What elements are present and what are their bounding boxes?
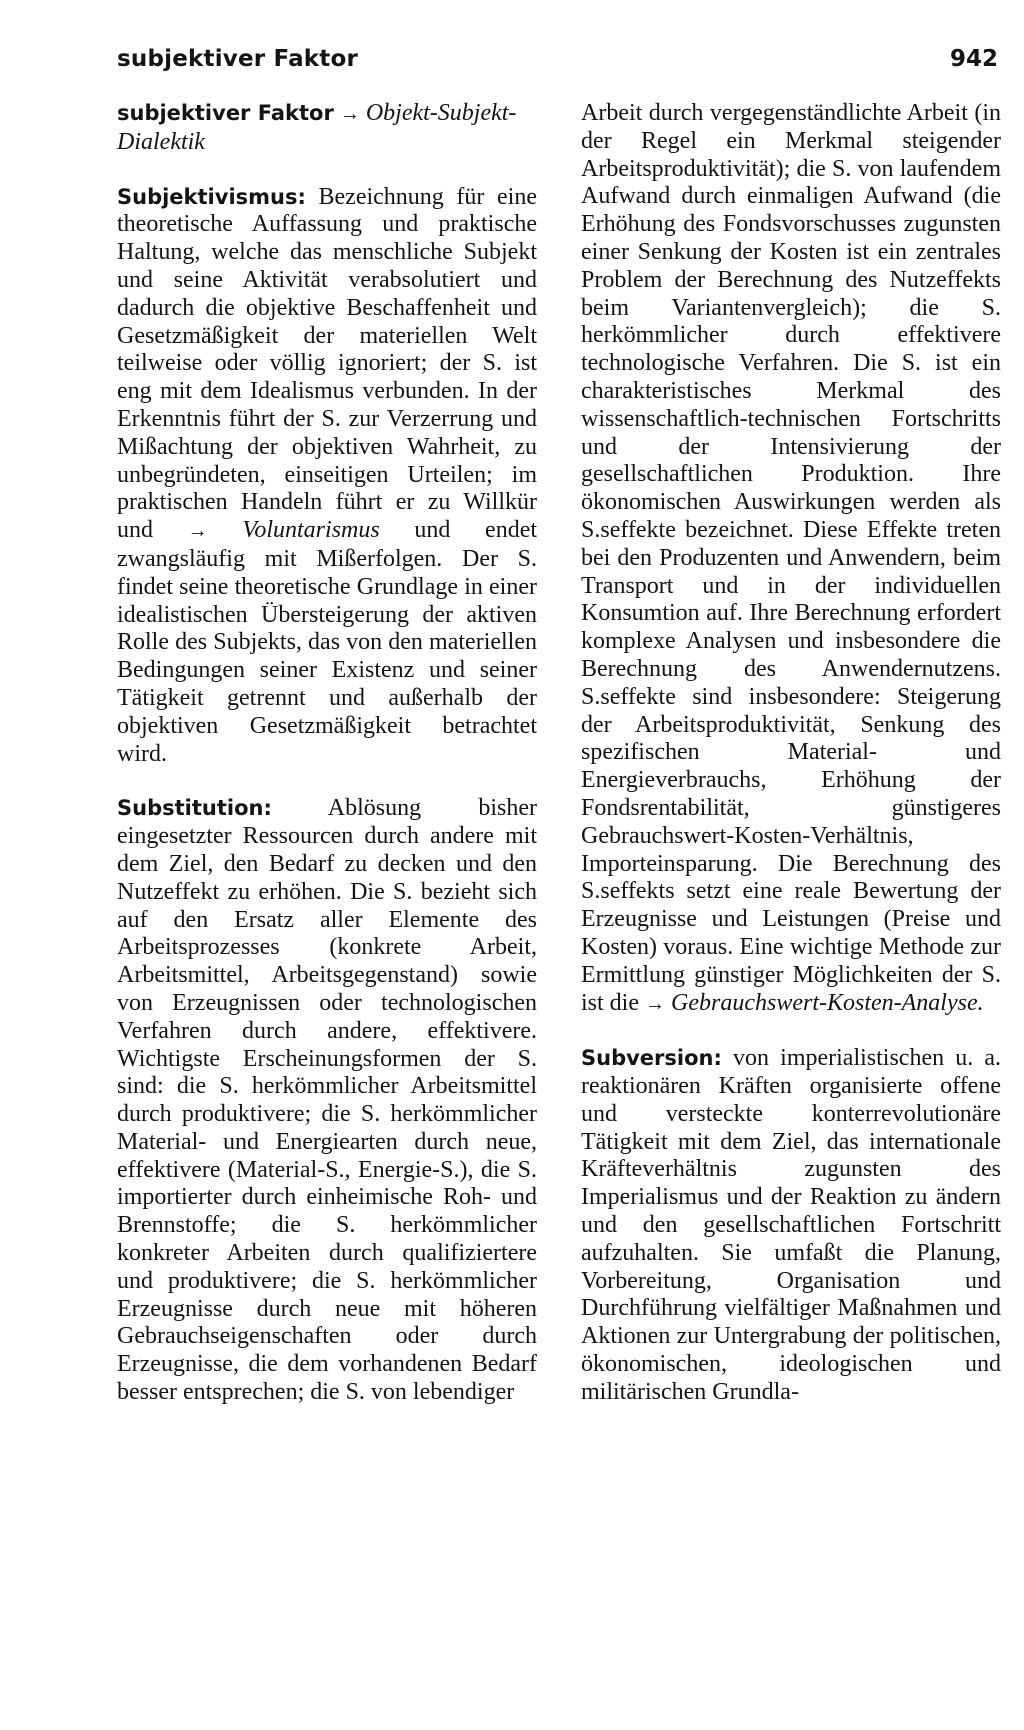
right-column: [581, 100, 1001, 1434]
running-head: subjektiver Faktor: [117, 46, 359, 72]
entry-text: und endet zwangsläufig mit Mißerfolgen. Der S. findet seine theoretische Grundlage in einer idealistischen Übersteigerung der aktiven Rolle des Subjekts, das von den materiellen Bedingungen seiner Existenz und seiner Tätigkeit getrennt und außerhalb der objektiven Gesetzmäßigkeit betrachtet wird.: [117, 517, 538, 767]
cross-reference-arrow-icon: →: [645, 992, 665, 1015]
cross-reference-arrow-icon: →: [187, 520, 208, 543]
cross-reference-link[interactable]: Objekt-Subjekt-Dialektik: [117, 100, 517, 155]
cross-reference-arrow-icon: →: [339, 103, 360, 125]
entry-headword: Subjektivismus:: [117, 184, 306, 209]
entry-text: Bezeichnung für eine theoretische Auffassung und praktische Haltung, welche das menschliche Subjekt und seine Aktivität verabsolutiert und dadurch die objektive Beschaffenheit und Gesetzmäßigkeit der materiellen Welt teilweise oder völlig ignoriert; der S. ist eng mit dem Idealismus verbunden. In der Erkenntnis führt der S. zur Verzerrung und Mißachtung der objektiven Wahrheit, zu unbegründeten, einseitigen Urteilen; im praktischen Handeln führt er zu Willkür und: [117, 183, 537, 544]
page-number: 942: [949, 46, 998, 72]
entry-text: von imperialistischen u. a. reaktionären Kräften organisierte offene und versteckte konterrevolutionäre Tätigkeit mit dem Ziel, das internationale Kräfteverhältnis zugunsten des Imperialismus und der Reaktion zu ändern und den gesellschaftlichen Fortschritt aufzuhalten. Sie umfaßt die Planung, Vorbereitung, Organisation und Durchführung vielfältiger Maßnahmen und Aktionen zur Untergrabung der politischen, ökonomischen, ideologischen und militärischen Grundla-: [581, 1045, 1002, 1405]
entry-subversion: [581, 1045, 1001, 1406]
cross-reference-link[interactable]: Gebrauchswert-Kosten-Analyse.: [671, 989, 984, 1016]
entry-text: Ablösung bisher eingesetzter Ressourcen durch andere mit dem Ziel, den Bedarf zu decken und den Nutzeffekt zu erhöhen. Die S. bezieht sich auf den Ersatz aller Elemente des Arbeitsprozesses (konkrete Arbeit, Arbeitsmittel, Arbeitsgegenstand) sowie von Erzeugnissen oder technologischen Verfahren durch andere, effektivere. Wichtigste Erscheinungsformen der S. sind: die S. herkömmlicher Arbeitsmittel durch produktivere; die S. herkömmlicher Material- und Energiearten durch neue, effektivere (Material-S., Energie-S.), die S. importierter durch einheimische Roh- und Brennstoffe; die S. herkömmlicher konkreter Arbeiten durch qualifiziertere und produktivere; die S. herkömmlicher Erzeugnisse durch neue mit höheren Gebrauchseigenschaften oder durch Erzeugnisse, die dem vorhandenen Bedarf besser entsprechen; die S. von lebendiger: [117, 795, 537, 1406]
entry-subjektiver-faktor: [117, 100, 537, 157]
left-column: [117, 100, 537, 1434]
cross-reference-link[interactable]: Voluntarismus: [242, 517, 380, 544]
entry-headword: subjektiver Faktor: [117, 101, 334, 125]
entry-substitution: [117, 795, 537, 1407]
entry-text: Arbeit durch vergegenständlichte Arbeit (in der Regel ein Merkmal steigender Arbeitsproduktivität); die S. von laufendem Aufwand durch einmaligen Aufwand (die Erhöhung des Fondsvorschusses zugunsten einer Senkung der Kosten ist ein zentrales Problem der Berechnung des Nutzeffekts beim Variantenvergleich); die S. herkömmlicher durch effektivere technologische Verfahren. Die S. ist ein charakteristisches Merkmal des wissenschaftlich-technischen Fortschritts und der Intensivierung der gesellschaftlichen Produktion. Ihre ökonomischen Auswirkungen werden als S.seffekte bezeichnet. Diese Effekte treten bei den Produzenten und Anwendern, beim Transport und in der individuellen Konsumtion auf. Ihre Berechnung erfordert komplexe Analysen und insbesondere die Berechnung des Anwendernutzens. S.seffekte sind insbesondere: Steigerung der Arbeitsproduktivität, Senkung des spezifischen Material- und Energieverbrauchs, Erhöhung der Fondsrentabilität, günstigeres Gebrauchswert-Kosten-Verhältnis, Importeinsparung. Die Berechnung des S.seffekts setzt eine reale Bewertung der Erzeugnisse und Leistungen (Preise und Kosten) voraus. Eine wichtige Methode zur Ermittlung günstiger Möglichkeiten der S. ist die: [581, 100, 1001, 1016]
entry-headword: Substitution:: [117, 796, 272, 821]
entry-headword: Subversion:: [581, 1046, 722, 1071]
entry-substitution-continued: [581, 100, 1001, 1018]
entry-subjektivismus: [117, 184, 537, 769]
